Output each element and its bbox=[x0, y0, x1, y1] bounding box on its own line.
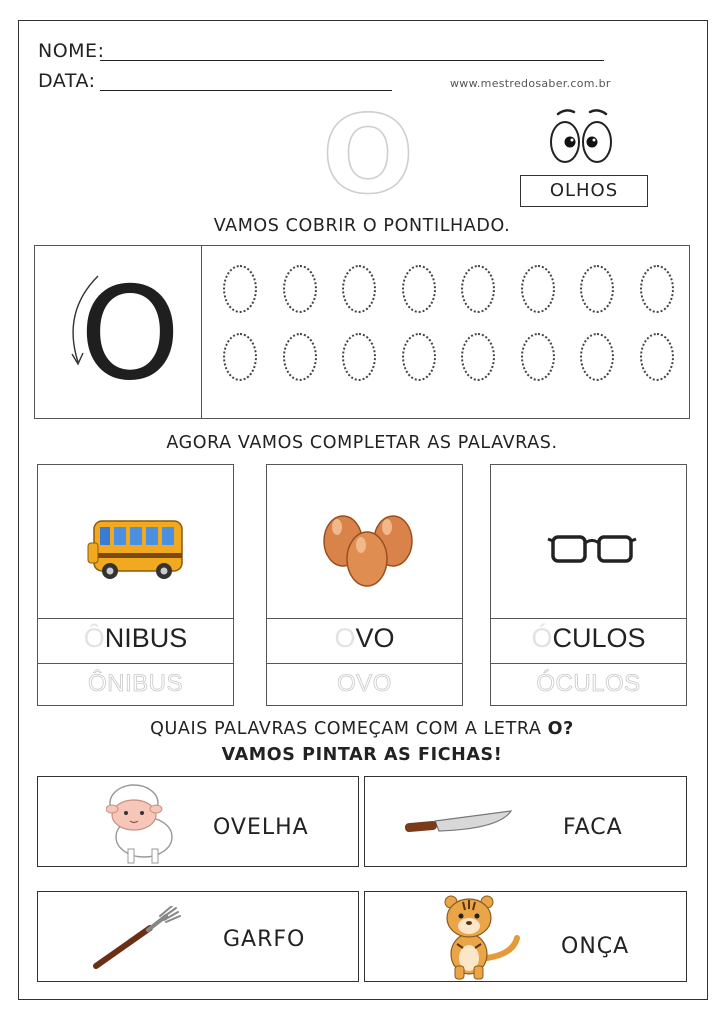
dotted-letter-o[interactable] bbox=[223, 333, 257, 381]
date-field-line[interactable] bbox=[100, 68, 392, 91]
chip-faca[interactable] bbox=[364, 776, 687, 867]
dotted-letter-o[interactable] bbox=[461, 333, 495, 381]
trace-ovo[interactable]: OVO bbox=[337, 670, 392, 697]
word-card-onibus bbox=[37, 464, 234, 706]
trace-oculos[interactable]: ÓCULOS bbox=[536, 670, 641, 697]
big-letter-o bbox=[58, 262, 188, 392]
dotted-letter-o[interactable] bbox=[461, 265, 495, 313]
word-card-oculos bbox=[490, 464, 687, 706]
mascot-word: OLHOS bbox=[549, 180, 619, 201]
dotted-letter-o[interactable] bbox=[283, 333, 317, 381]
sheep-icon bbox=[106, 781, 176, 865]
eyes-icon bbox=[546, 106, 618, 168]
dotted-letter-o[interactable] bbox=[580, 265, 614, 313]
chip-word-faca: FACA bbox=[563, 815, 623, 840]
dotted-letter-o[interactable] bbox=[521, 265, 555, 313]
trace-onibus[interactable]: ÔNIBUS bbox=[87, 670, 183, 697]
paint-instruction: VAMOS PINTAR AS FICHAS! bbox=[221, 745, 503, 765]
paint-question: QUAIS PALAVRAS COMEÇAM COM A LETRA O? bbox=[150, 719, 574, 739]
fork-icon bbox=[92, 906, 182, 970]
dotted-letter-o[interactable] bbox=[640, 333, 674, 381]
chip-garfo[interactable] bbox=[37, 891, 359, 982]
dotted-letter-o[interactable] bbox=[521, 333, 555, 381]
date-label: DATA: bbox=[38, 70, 96, 92]
dotted-letter-o[interactable] bbox=[402, 265, 436, 313]
word-ovo[interactable]: OVO bbox=[334, 623, 395, 653]
website-text: www.mestredosaber.com.br bbox=[450, 77, 611, 90]
svg-text:O: O bbox=[322, 108, 414, 200]
dotted-letter-o[interactable] bbox=[223, 265, 257, 313]
svg-text:O: O bbox=[79, 262, 181, 392]
tracing-instruction: VAMOS COBRIR O PONTILHADO. bbox=[213, 216, 511, 236]
dotted-letter-o[interactable] bbox=[402, 333, 436, 381]
chip-word-garfo: GARFO bbox=[223, 927, 306, 952]
outline-letter bbox=[316, 108, 420, 200]
dotted-letter-o[interactable] bbox=[283, 265, 317, 313]
chip-onca[interactable] bbox=[364, 891, 687, 982]
mascot-word-box bbox=[520, 175, 648, 207]
tiger-icon bbox=[437, 894, 521, 980]
word-onibus[interactable]: ÔNIBUS bbox=[83, 623, 188, 653]
knife-icon bbox=[403, 807, 515, 837]
chip-ovelha[interactable] bbox=[37, 776, 359, 867]
chip-word-ovelha: OVELHA bbox=[213, 815, 309, 840]
word-oculos[interactable]: ÓCULOS bbox=[531, 623, 646, 653]
complete-instruction: AGORA VAMOS COMPLETAR AS PALAVRAS. bbox=[166, 433, 558, 453]
bus-icon bbox=[86, 513, 186, 583]
name-label: NOME: bbox=[38, 40, 105, 62]
chip-word-onca: ONÇA bbox=[561, 934, 630, 959]
dotted-letter-o[interactable] bbox=[342, 333, 376, 381]
dotted-letter-o[interactable] bbox=[580, 333, 614, 381]
eggs-icon bbox=[319, 505, 415, 589]
dotted-letter-o[interactable] bbox=[342, 265, 376, 313]
dotted-letter-o[interactable] bbox=[640, 265, 674, 313]
name-field-line[interactable] bbox=[100, 38, 604, 61]
glasses-icon bbox=[547, 523, 637, 573]
word-card-ovo bbox=[266, 464, 463, 706]
dotted-letters-grid[interactable] bbox=[201, 245, 690, 419]
